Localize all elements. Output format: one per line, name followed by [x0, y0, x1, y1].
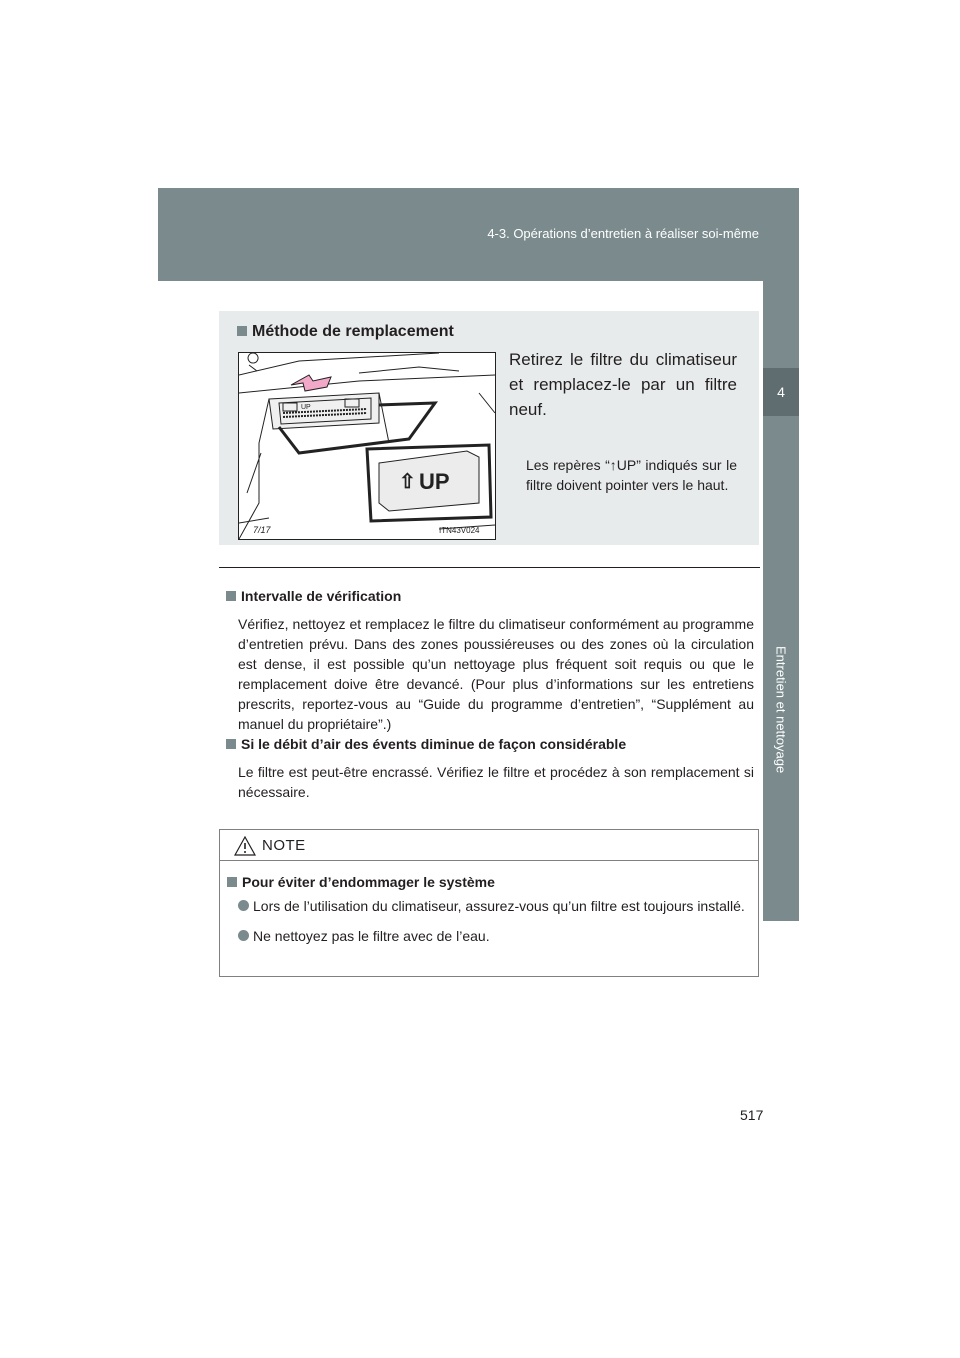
filter-drawing	[239, 353, 495, 539]
replacement-method-box	[219, 311, 759, 545]
filter-illustration	[238, 352, 496, 540]
section-heading-text: Intervalle de vérification	[241, 588, 402, 604]
corner-mark: 7/17	[253, 525, 271, 535]
chapter-header	[158, 188, 799, 281]
square-bullet-icon	[237, 326, 247, 336]
notice-list	[238, 896, 754, 956]
up-label-small: UP	[301, 404, 311, 411]
notice-box	[219, 829, 759, 977]
replacement-title	[237, 323, 454, 341]
square-bullet-icon	[226, 739, 236, 749]
replacement-note: Les repères “↑UP” indiqués sur le filtre doivent pointer vers le haut.	[526, 457, 737, 493]
list-item	[238, 926, 754, 946]
warning-triangle-icon	[234, 836, 256, 856]
section-body: Le filtre est peut-être encrassé. Vérifiez le filtre et procédez à son remplacement si nécessaire.	[238, 764, 754, 800]
section-body: Vérifiez, nettoyez et remplacez le filtre du climatiseur conformément au programme d’entretien prévu. Dans des zones poussiéreuses ou des zones où la circulation est dense, il est possible qu’un nettoyage plus fréquent soit requis ou que le remplacement doive être devancé. (Pour plus d’informations sur les entretiens prescrits, reportez-vous au “Guide du programme d’entretien”, “Supplément au manuel du propriétaire”.)	[238, 616, 754, 732]
notice-header	[220, 830, 758, 861]
notice-label: NOTE	[262, 837, 306, 854]
inspection-interval-section	[226, 586, 754, 734]
square-bullet-icon	[227, 877, 237, 887]
bullet-dot-icon	[238, 900, 249, 911]
notice-heading	[227, 874, 495, 890]
airflow-section	[226, 734, 754, 802]
chapter-title-text: Entretien et nettoyage	[773, 646, 789, 774]
divider	[219, 567, 760, 568]
list-item-text: Lors de l’utilisation du climatiseur, assurez-vous qu’un filtre est toujours installé.	[253, 898, 745, 914]
bullet-dot-icon	[238, 930, 249, 941]
section-title: 4-3. Opérations d’entretien à réaliser soi-même	[487, 226, 759, 241]
up-label-large: UP	[419, 469, 450, 494]
section-heading	[226, 586, 754, 606]
figure-code: ITN43V024	[439, 526, 480, 535]
list-item	[238, 896, 754, 916]
list-item-text: Ne nettoyez pas le filtre avec de l’eau.	[253, 928, 490, 944]
replacement-title-text: Méthode de remplacement	[252, 323, 454, 340]
square-bullet-icon	[226, 591, 236, 601]
chapter-number: 4	[763, 368, 799, 416]
replacement-instruction: Retirez le filtre du climatiseur et remplacez-le par un filtre neuf.	[509, 350, 737, 419]
svg-text:⇧: ⇧	[399, 471, 416, 493]
section-heading-text: Si le débit d’air des évents diminue de façon considérable	[241, 736, 627, 752]
page-number: 517	[740, 1107, 764, 1123]
notice-heading-text: Pour éviter d’endommager le système	[242, 874, 495, 890]
section-heading	[226, 734, 754, 754]
chapter-title	[769, 560, 793, 860]
